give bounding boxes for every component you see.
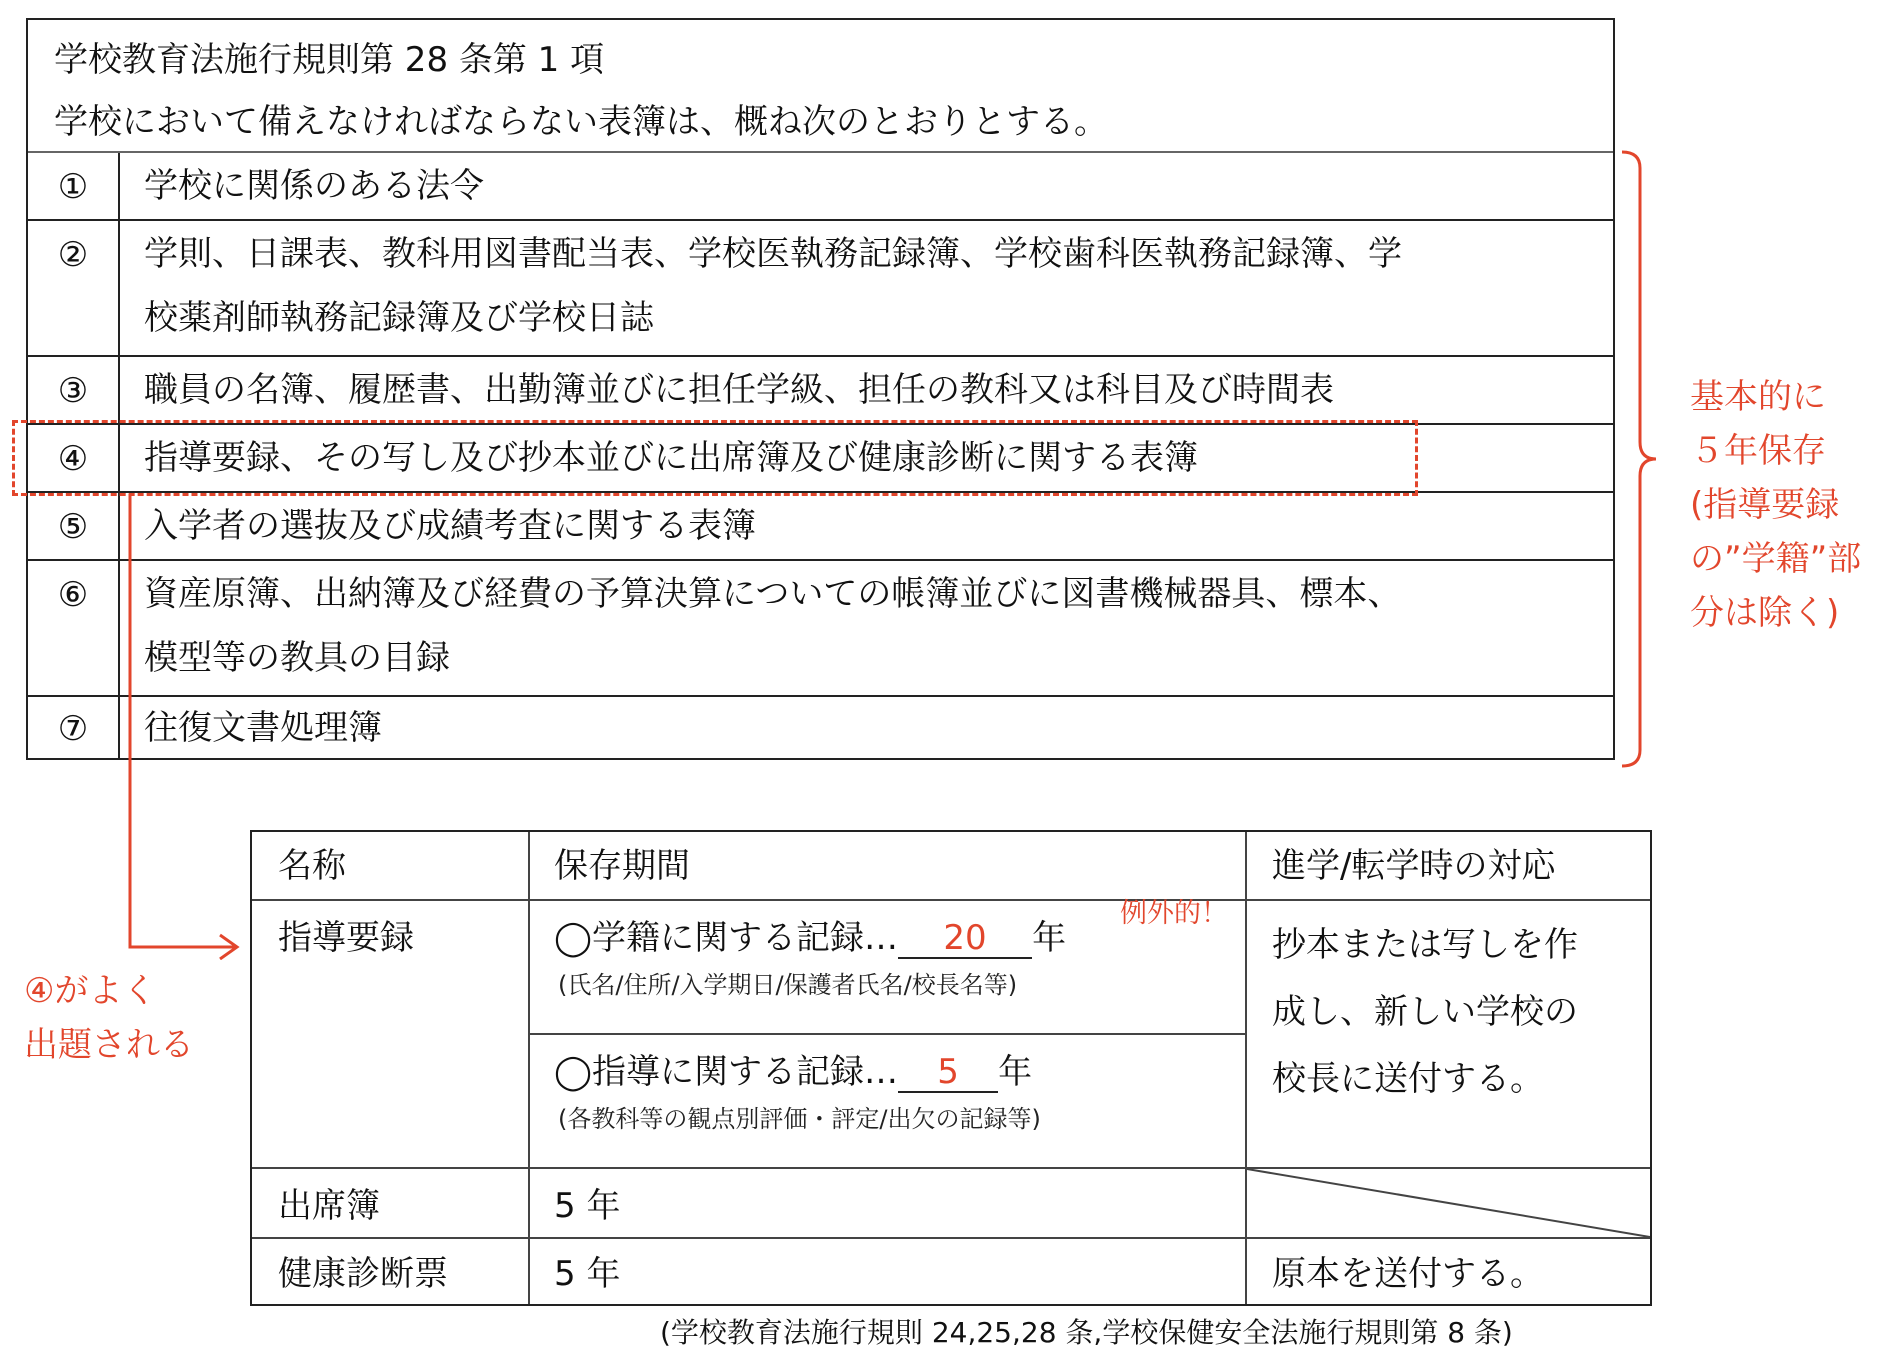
retention-table	[250, 830, 1652, 1306]
item-text: 学則、日課表、教科用図書配当表、学校医執務記録簿、学校歯科医執務記録簿、学	[144, 234, 1402, 274]
item-number: ⑤	[28, 493, 120, 559]
list-item	[28, 221, 1613, 357]
regulation-title: 学校教育法施行規則第 28 条第 1 項	[54, 40, 605, 80]
item-text: 校薬剤師執務記録簿及び学校日誌	[144, 298, 654, 338]
transfer-action: 原本を送付する。	[1272, 1254, 1544, 1294]
column-header-period: 保存期間	[554, 846, 690, 886]
gakuseki-period	[554, 918, 1066, 959]
item-number: ②	[28, 221, 120, 355]
item-text: 模型等の教具の目録	[144, 638, 450, 678]
note-line: ④がよく	[24, 971, 157, 1011]
list-item	[28, 493, 1613, 561]
column-header-name: 名称	[278, 846, 346, 886]
transfer-line: 成し、新しい学校の	[1272, 992, 1578, 1032]
note-line: 基本的に	[1690, 377, 1826, 417]
record-period: 5 年	[554, 1186, 621, 1226]
diagonal-line	[1247, 1169, 1650, 1237]
note-line: ５年保存	[1690, 431, 1826, 471]
list-item	[28, 697, 1613, 758]
note-line: (指導要録	[1690, 485, 1840, 525]
period-unit: 年	[998, 1052, 1033, 1092]
row-divider	[528, 1033, 1247, 1035]
regulation-intro: 学校において備えなければならない表簿は、概ね次のとおりとする。	[54, 102, 1108, 142]
transfer-line: 校長に送付する。	[1272, 1059, 1544, 1099]
note-line: の”学籍”部	[1690, 539, 1862, 579]
item-text: 学校に関係のある法令	[144, 166, 484, 206]
note-line: 出題される	[24, 1025, 194, 1065]
exception-note: 例外的！	[1120, 898, 1228, 929]
period-label: ◯指導に関する記録…	[554, 1052, 899, 1092]
period-years: 20	[898, 919, 1032, 959]
regulation-header	[28, 20, 1613, 153]
item-number: ①	[28, 153, 120, 219]
item-text: 資産原簿、出納簿及び経費の予算決算についての帳簿並びに図書機械器具、標本、	[144, 574, 1402, 614]
period-detail: (氏名/住所/入学期日/保護者氏名/校長名等)	[558, 971, 1018, 999]
exam-note	[24, 964, 194, 1072]
record-name: 指導要録	[278, 918, 414, 958]
period-label: ◯学籍に関する記録…	[554, 918, 899, 958]
transfer-line: 抄本または写しを作	[1272, 925, 1578, 965]
transfer-action	[1272, 912, 1578, 1113]
item-number: ⑦	[28, 697, 120, 758]
item-highlight-box	[12, 420, 1418, 496]
item-number: ⑥	[28, 561, 120, 695]
record-period: 5 年	[554, 1254, 621, 1294]
row-divider	[252, 899, 1650, 901]
item-text: 入学者の選抜及び成績考査に関する表簿	[144, 506, 756, 546]
period-detail: (各教科等の観点別評価・評定/出欠の記録等)	[558, 1105, 1041, 1133]
regulation-table	[26, 18, 1615, 760]
list-item	[28, 357, 1613, 425]
item-number: ③	[28, 357, 120, 423]
period-years: 5	[898, 1053, 998, 1093]
retention-note	[1690, 370, 1890, 640]
curly-brace-icon	[1618, 150, 1658, 768]
period-unit: 年	[1032, 918, 1067, 958]
record-name: 出席簿	[278, 1186, 380, 1226]
source-citation: (学校教育法施行規則 24,25,28 条,学校保健安全法施行規則第 8 条)	[660, 1316, 1513, 1349]
item-text: 職員の名簿、履歴書、出勤簿並びに担任学級、担任の教科又は科目及び時間表	[144, 370, 1334, 410]
note-line: 分は除く)	[1690, 593, 1840, 633]
row-divider	[252, 1237, 1650, 1239]
item-text: 指導要録、その写し及び抄本並びに出席簿及び健康診断に関する表簿	[144, 438, 1198, 478]
list-item	[28, 561, 1613, 697]
column-divider	[528, 832, 530, 1304]
shidou-period	[554, 1052, 1032, 1093]
list-item	[28, 153, 1613, 221]
column-header-transfer: 進学/転学時の対応	[1272, 846, 1556, 886]
item-number: ④	[28, 425, 120, 491]
item-text: 往復文書処理簿	[144, 708, 382, 748]
arrow-right-icon	[110, 490, 240, 960]
record-name: 健康診断票	[278, 1254, 448, 1294]
